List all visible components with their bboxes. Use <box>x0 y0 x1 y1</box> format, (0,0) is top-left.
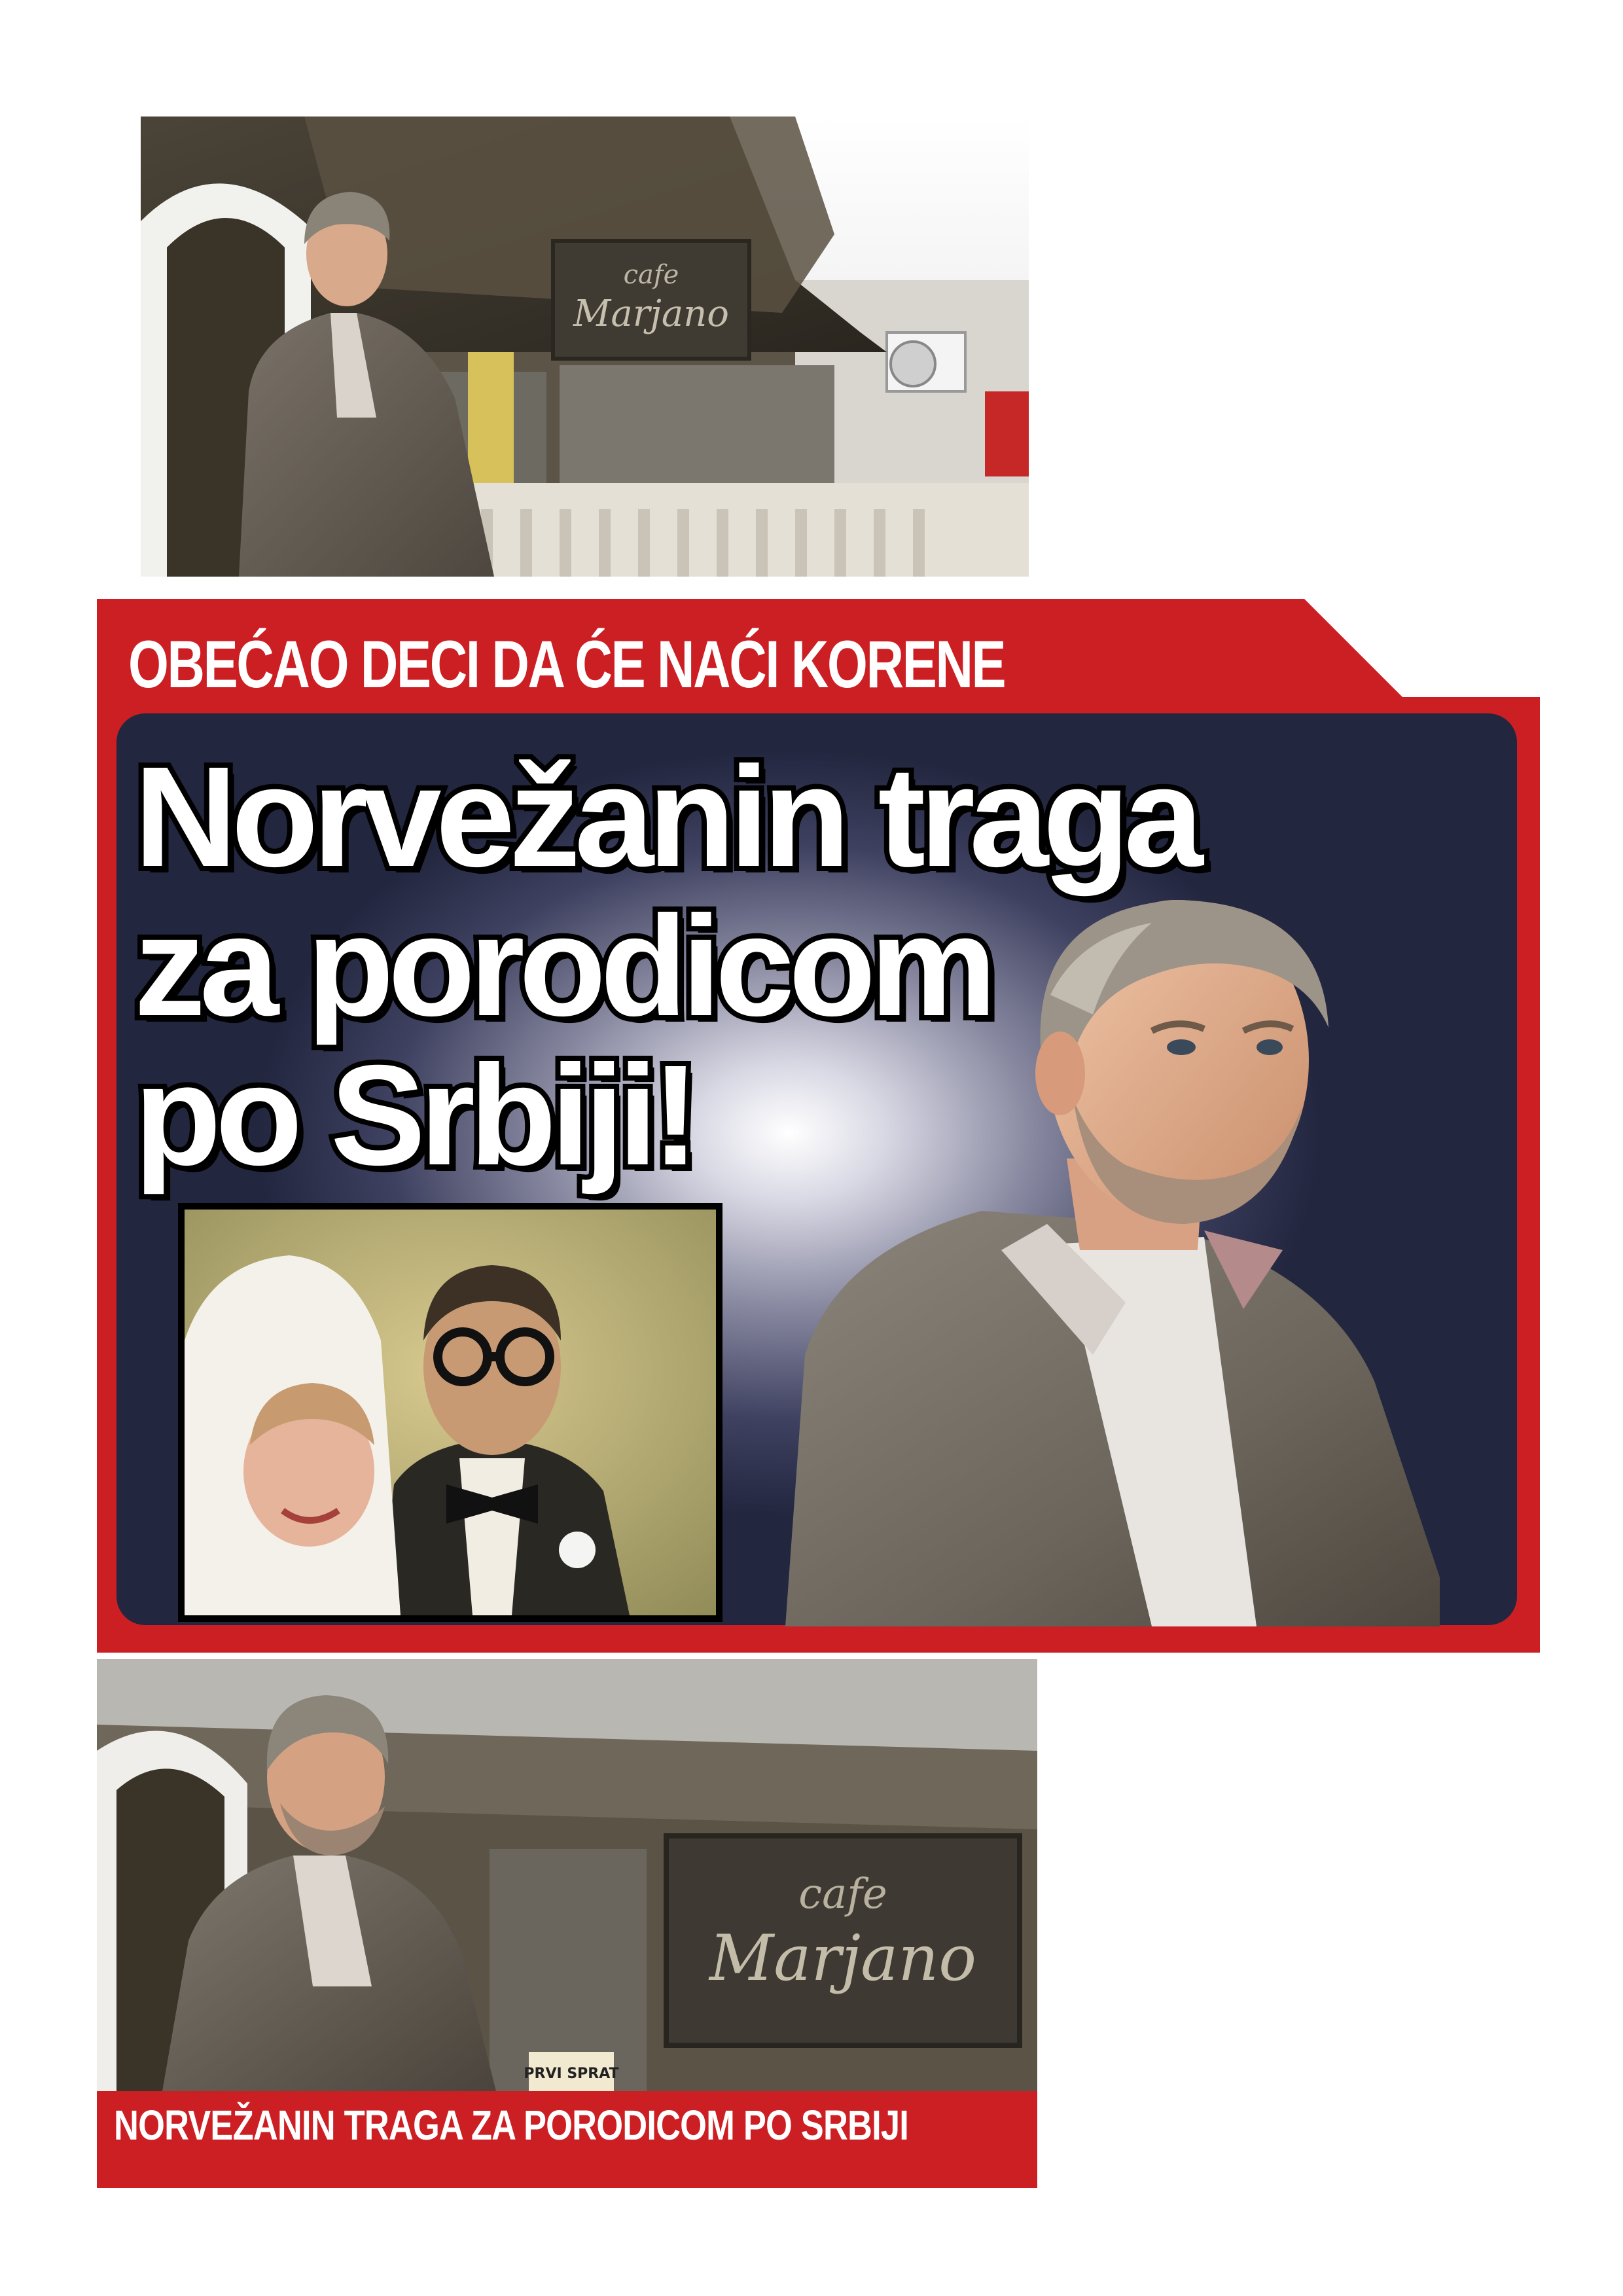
bottom-sign-cafe: cafe <box>798 1870 887 1918</box>
floor-sign: PRVI SPRAT <box>524 2066 619 2082</box>
top-sign-cafe: cafe <box>623 260 679 290</box>
bottom-photo <box>97 1659 1037 2091</box>
portrait-man-figure <box>785 884 1492 1626</box>
portrait-man <box>785 884 1492 1626</box>
bottom-photo-box <box>97 1659 1037 2188</box>
bottom-caption: NORVEŽANIN TRAGA ZA PORODICOM PO SRBIJI <box>114 2102 909 2149</box>
kicker-headline: OBEĆAO DECI DA ĆE NAĆI KORENE <box>128 627 1005 702</box>
wedding-photo-scene <box>185 1210 716 1615</box>
top-sign-name: Marjano <box>573 293 730 335</box>
headline-line-1: Norvežanin traga <box>134 738 1198 897</box>
headline-line-2: za porodicom <box>134 887 991 1046</box>
bottom-photo-scene <box>97 1659 1037 2091</box>
headline-line-3: po Srbiji! <box>134 1036 694 1195</box>
top-photo <box>141 117 1029 577</box>
top-photo-scene <box>141 117 1029 577</box>
wedding-photo <box>178 1203 722 1622</box>
bottom-sign-name: Marjano <box>709 1922 977 1995</box>
